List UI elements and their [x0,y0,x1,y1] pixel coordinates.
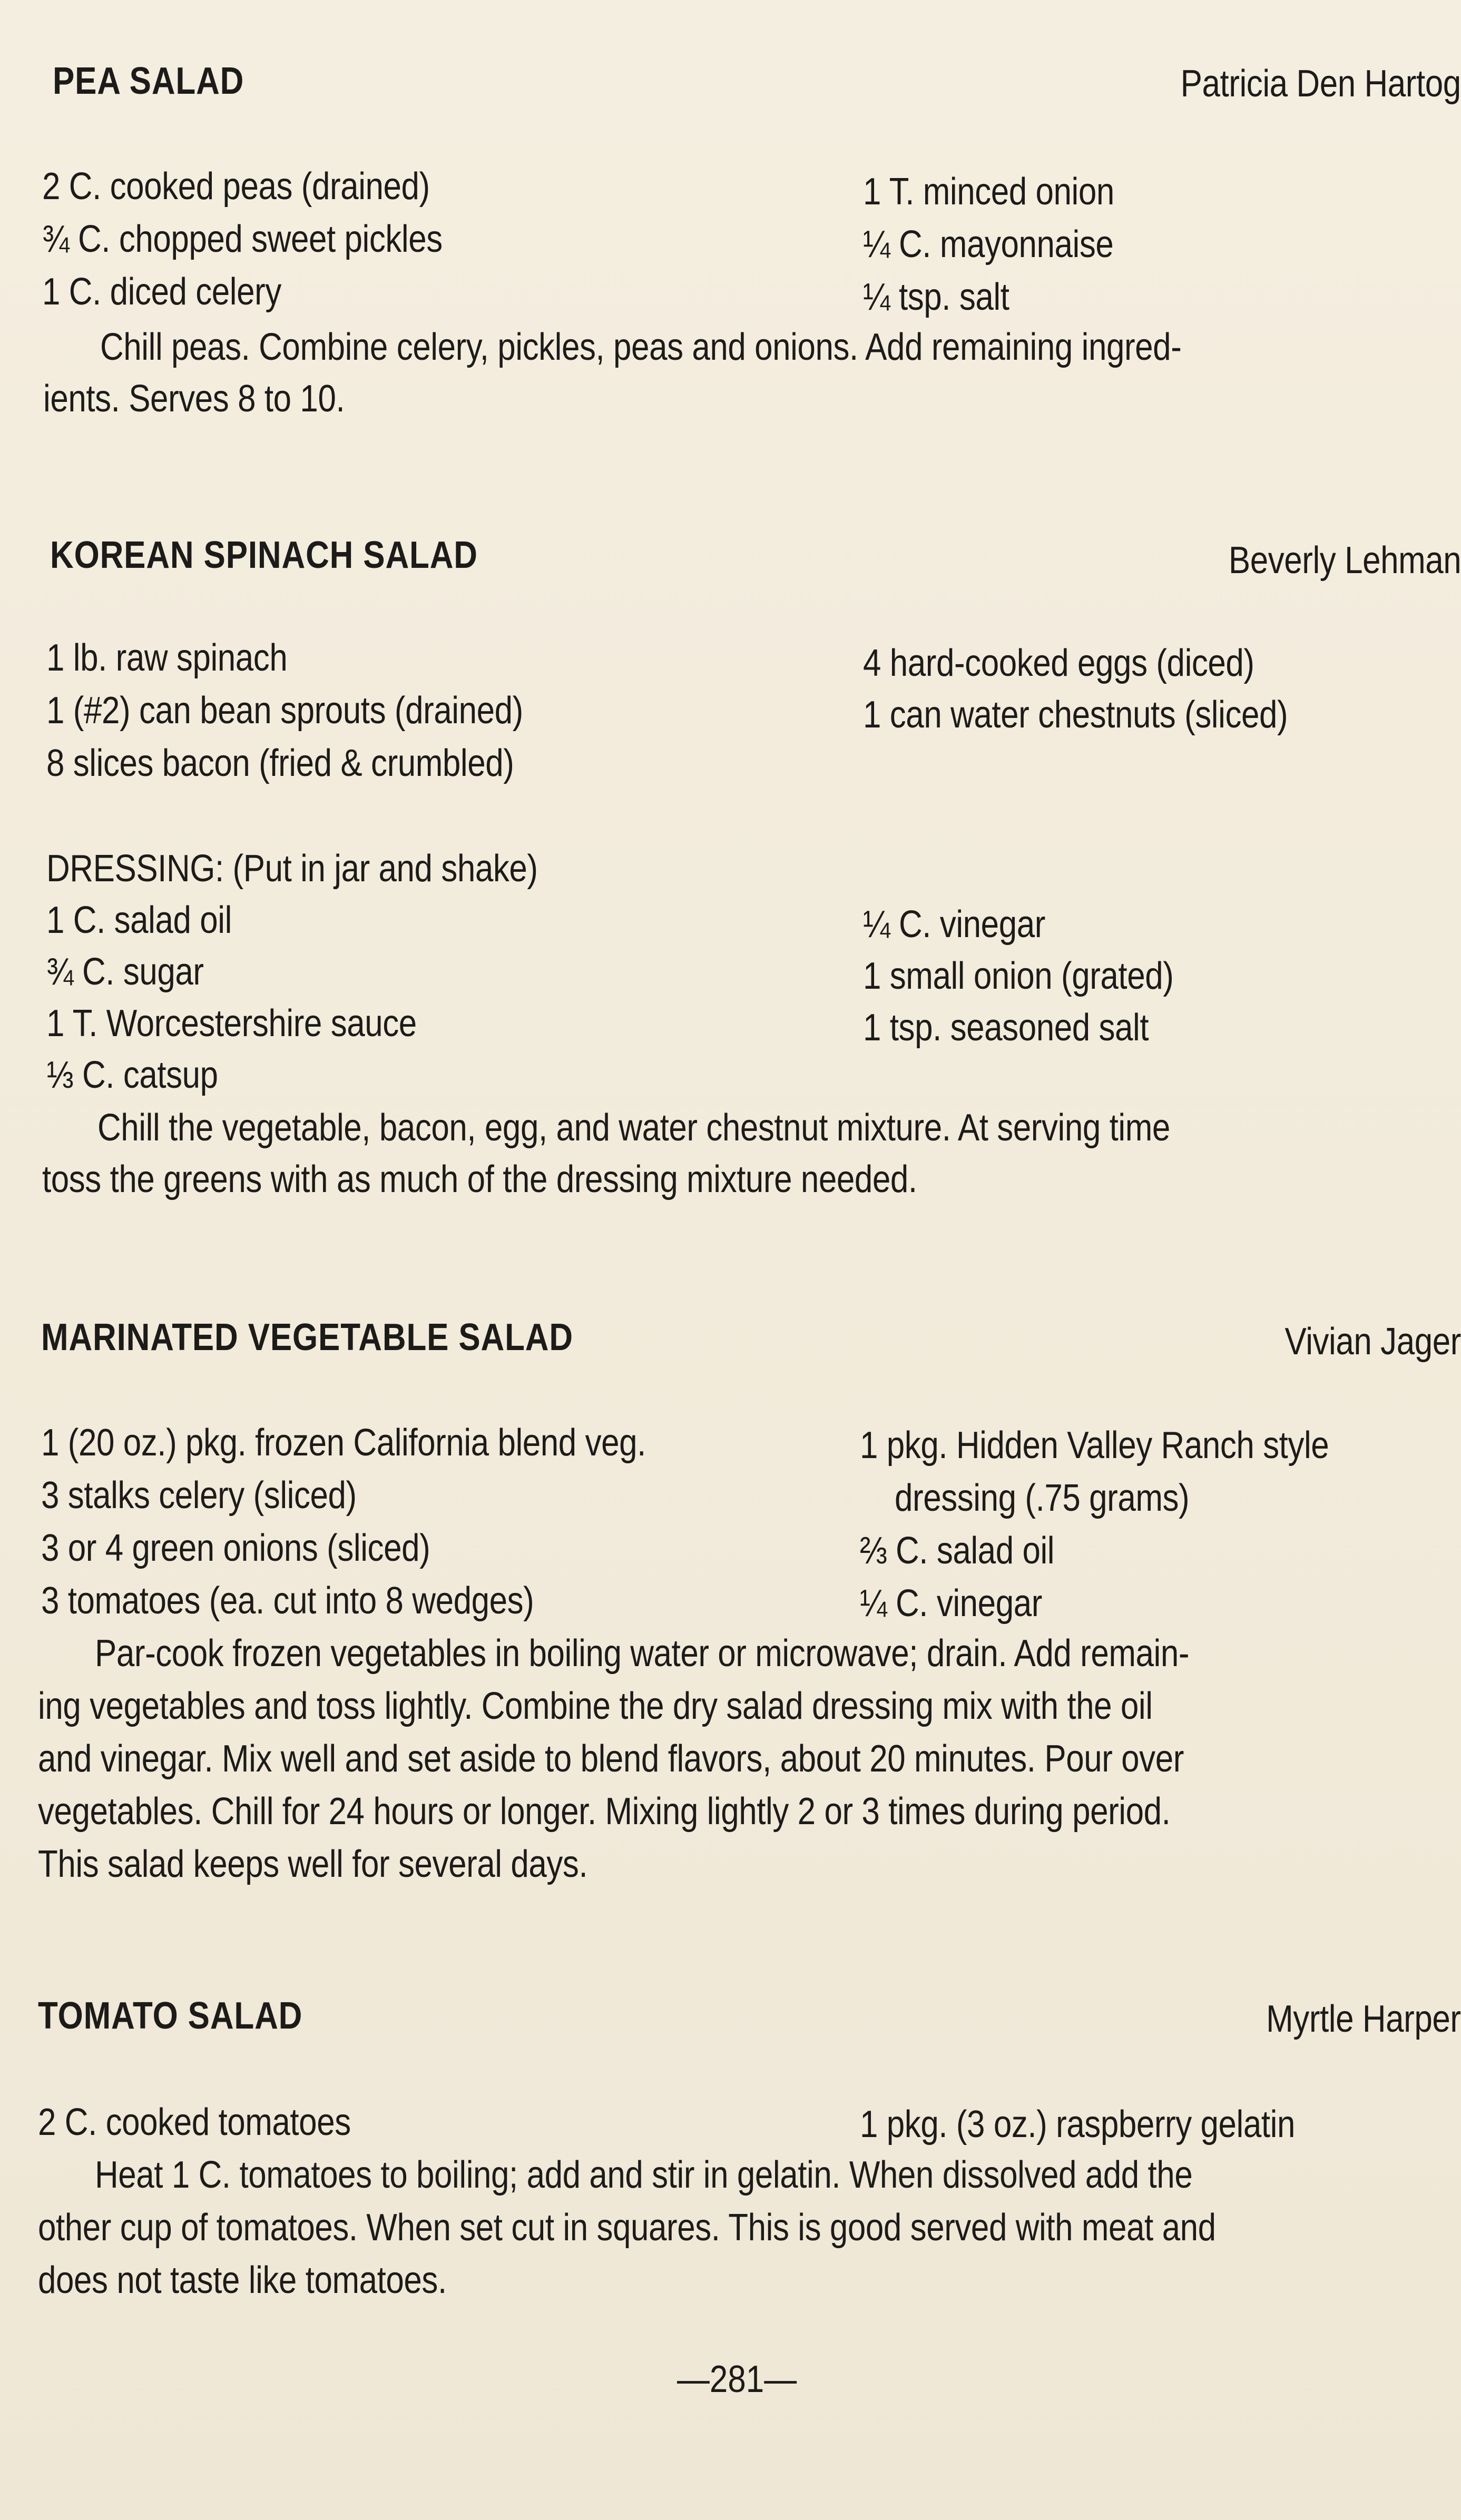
recipe-title: TOMATO SALAD [38,1995,303,2037]
recipe-title: KOREAN SPINACH SALAD [50,534,478,576]
ingredient-item: dressing (.75 grams) [895,1477,1190,1519]
ingredient-item: 8 slices bacon (fried & crumbled) [46,742,514,784]
recipe-title: MARINATED VEGETABLE SALAD [41,1316,573,1359]
ingredient-item: 1 (20 oz.) pkg. frozen California blend veg. [41,1422,646,1464]
ingredient-item: 2 C. cooked tomatoes [38,2101,351,2143]
instruction-line: ing vegetables and toss lightly. Combine the dry salad dressing mix with the oil [38,1685,1153,1727]
ingredient-item: 1 (#2) can bean sprouts (drained) [46,690,523,732]
ingredient-item: ¾ C. chopped sweet pickles [42,218,443,260]
instruction-line: does not taste like tomatoes. [38,2259,447,2301]
ingredient-item: 4 hard-cooked eggs (diced) [863,642,1254,684]
ingredient-item: ¼ tsp. salt [863,276,1009,318]
ingredient-item: 1 pkg. (3 oz.) raspberry gelatin [860,2103,1296,2145]
recipe-author: Patricia Den Hartog [1180,63,1461,105]
dressing-item: ⅓ C. catsup [46,1054,218,1096]
ingredient-item: 1 pkg. Hidden Valley Ranch style [860,1424,1329,1466]
ingredient-item: ¼ C. vinegar [860,1582,1042,1625]
dressing-item: ¼ C. vinegar [863,903,1045,946]
recipe-title: PEA SALAD [53,60,244,102]
instruction-line: toss the greens with as much of the dressing mixture needed. [42,1158,917,1200]
ingredient-item: 3 or 4 green onions (sliced) [41,1527,430,1569]
dressing-item: 1 tsp. seasoned salt [863,1007,1149,1049]
dressing-heading: DRESSING: (Put in jar and shake) [46,848,538,890]
instruction-line: vegetables. Chill for 24 hours or longer. Mixing lightly 2 or 3 times during period. [38,1790,1171,1833]
instruction-line: and vinegar. Mix well and set aside to blend flavors, about 20 minutes. Pour over [38,1738,1184,1780]
ingredient-item: ¼ C. mayonnaise [863,223,1114,265]
instruction-line: Chill the vegetable, bacon, egg, and water chestnut mixture. At serving time [97,1107,1170,1149]
page-number: —281— [677,2358,797,2400]
instruction-line: ients. Serves 8 to 10. [43,378,345,420]
ingredient-item: 2 C. cooked peas (drained) [42,165,430,208]
ingredient-item: 1 T. minced onion [863,171,1114,213]
recipe-author: Vivian Jager [1284,1321,1461,1363]
ingredient-item: 3 stalks celery (sliced) [41,1474,357,1517]
ingredient-item: 3 tomatoes (ea. cut into 8 wedges) [41,1580,534,1622]
ingredient-item: 1 lb. raw spinach [46,637,288,679]
dressing-item: 1 T. Worcestershire sauce [46,1002,417,1045]
instruction-line: Heat 1 C. tomatoes to boiling; add and stir in gelatin. When dissolved add the [95,2154,1193,2196]
ingredient-item: 1 C. diced celery [42,271,281,313]
instruction-line: This salad keeps well for several days. [38,1843,588,1885]
dressing-item: ¾ C. sugar [46,951,204,993]
instruction-line: Chill peas. Combine celery, pickles, peas and onions. Add remaining ingred- [100,326,1182,368]
dressing-item: 1 small onion (grated) [863,955,1174,997]
dressing-item: 1 C. salad oil [46,899,232,941]
recipe-author: Beverly Lehman [1228,539,1461,582]
instruction-line: other cup of tomatoes. When set cut in squares. This is good served with meat and [38,2207,1216,2249]
ingredient-item: ⅔ C. salad oil [860,1530,1055,1572]
recipe-author: Myrtle Harper [1266,1998,1461,2040]
instruction-line: Par-cook frozen vegetables in boiling water or microwave; drain. Add remain- [95,1632,1190,1675]
ingredient-item: 1 can water chestnuts (sliced) [863,694,1288,736]
